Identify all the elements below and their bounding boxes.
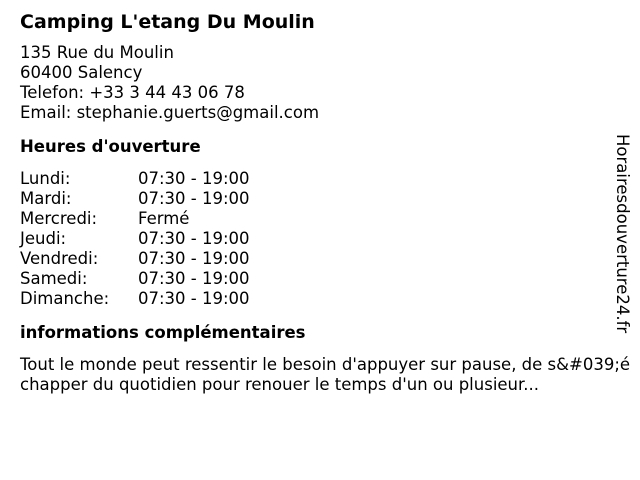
day-hours: 07:30 - 19:00	[138, 249, 250, 268]
hours-row-tuesday	[20, 189, 620, 209]
day-hours: Fermé	[138, 209, 190, 228]
day-hours: 07:30 - 19:00	[138, 189, 250, 208]
day-label: Dimanche:	[20, 289, 110, 308]
hours-row-monday	[20, 169, 620, 189]
day-label: Mercredi:	[20, 209, 98, 228]
email-address: Email: stephanie.guerts@gmail.com	[20, 103, 320, 122]
business-name: Camping L'etang Du Moulin	[20, 11, 315, 33]
opening-hours-heading: Heures d'ouverture	[20, 137, 201, 156]
site-credit: Horairesdouverture24.fr	[613, 134, 632, 334]
additional-info-text: Tout le monde peut ressentir le besoin d'appuyer sur pause, de s&#039;échapper du quotidien pour renouer le temps d'un ou plusieur...	[20, 355, 631, 394]
day-hours: 07:30 - 19:00	[138, 169, 250, 188]
hours-row-wednesday	[20, 209, 620, 229]
day-label: Mardi:	[20, 189, 72, 208]
day-hours: 07:30 - 19:00	[138, 229, 250, 248]
city-postcode: 60400 Salency	[20, 63, 143, 82]
additional-info-heading: informations complémentaires	[20, 323, 306, 342]
hours-row-thursday	[20, 229, 620, 249]
address-block	[20, 43, 620, 123]
opening-hours-table	[20, 169, 620, 309]
day-hours: 07:30 - 19:00	[138, 289, 250, 308]
phone-number: Telefon: +33 3 44 43 06 78	[20, 83, 245, 102]
day-label: Lundi:	[20, 169, 71, 188]
day-label: Samedi:	[20, 269, 88, 288]
hours-row-saturday	[20, 269, 620, 289]
day-label: Vendredi:	[20, 249, 99, 268]
hours-row-friday	[20, 249, 620, 269]
day-hours: 07:30 - 19:00	[138, 269, 250, 288]
hours-row-sunday	[20, 289, 620, 309]
street-address: 135 Rue du Moulin	[20, 43, 174, 62]
day-label: Jeudi:	[20, 229, 67, 248]
